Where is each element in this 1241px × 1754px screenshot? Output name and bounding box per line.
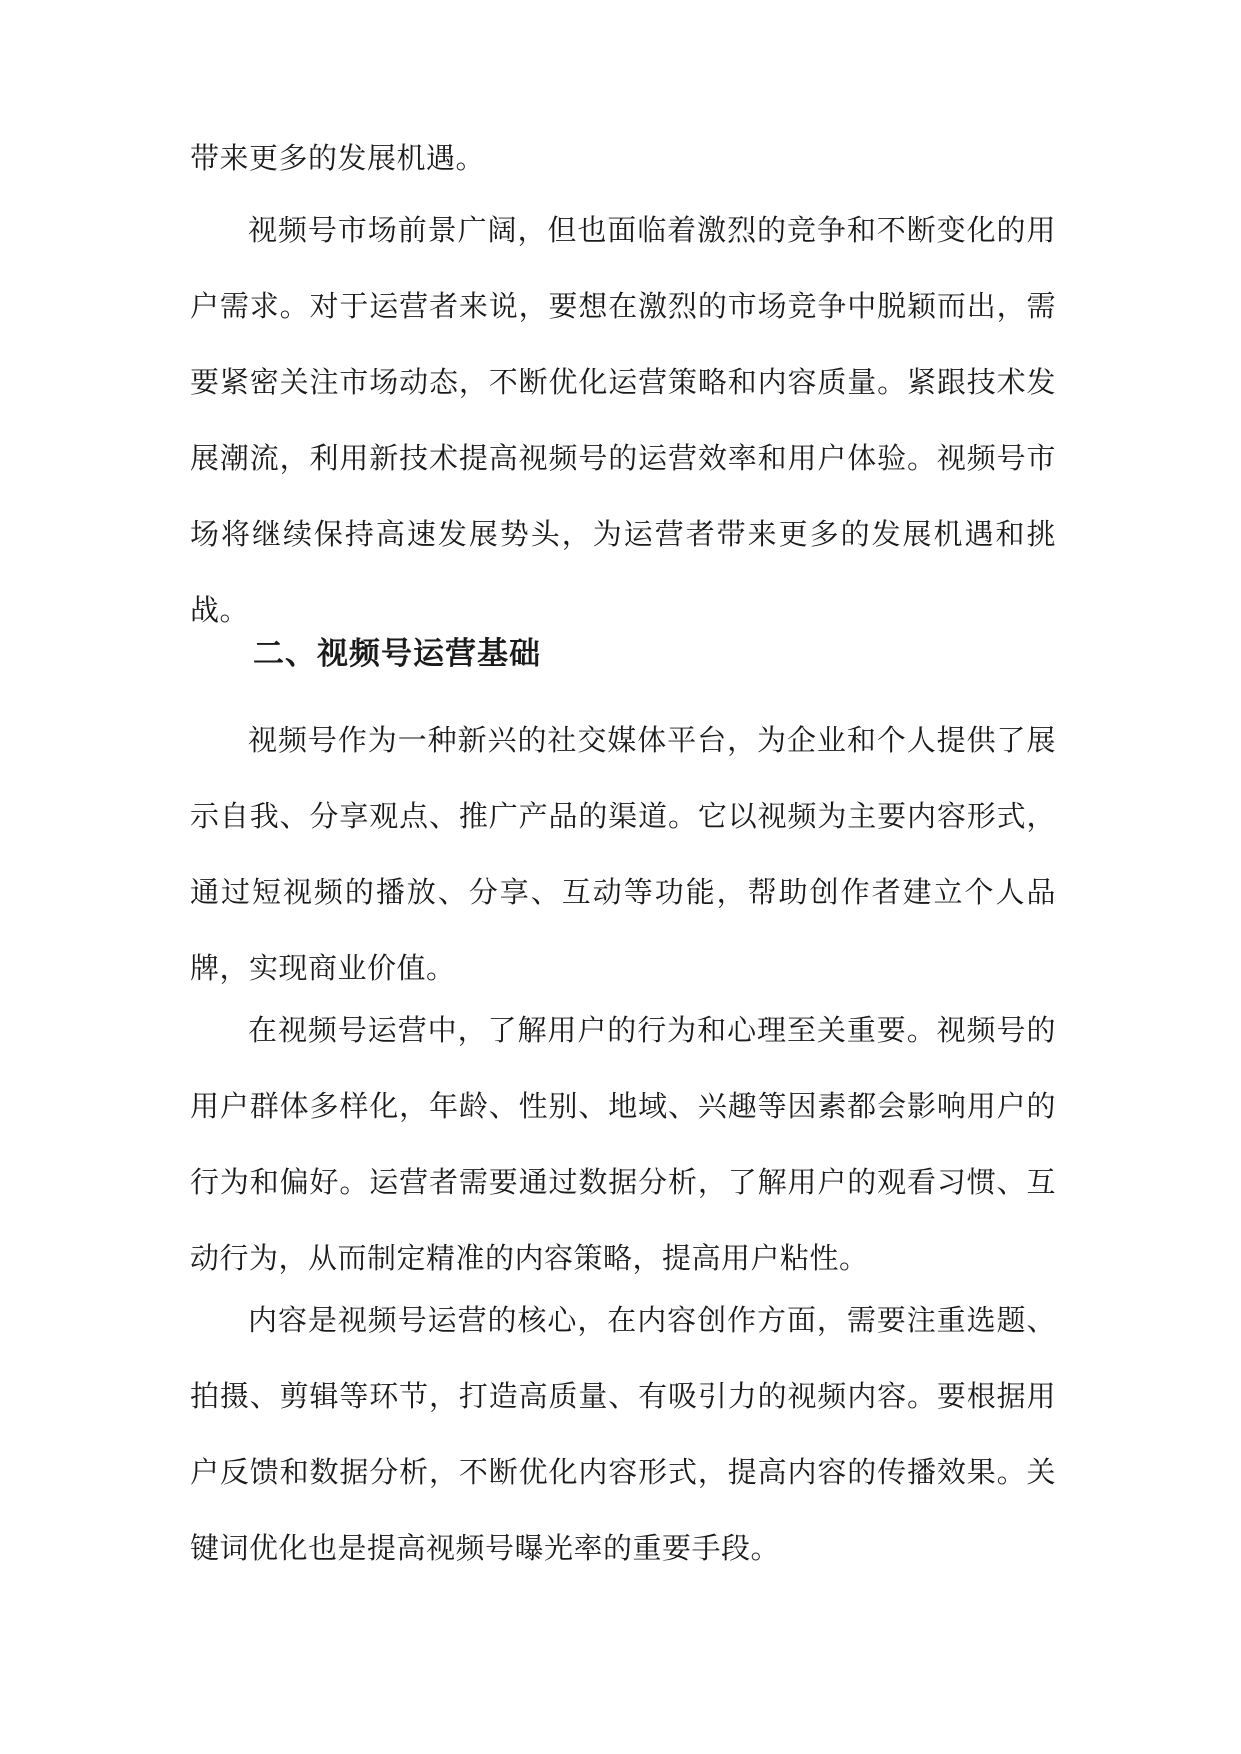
paragraph-content-core: 内容是视频号运营的核心，在内容创作方面，需要注重选题、拍摄、剪辑等环节，打造高质量、有吸引力的视频内容。要根据用户反馈和数据分析，不断优化内容形式，提高内容的传播效果。关键词优化也是提高视频号曝光率的重要手段。: [190, 1303, 1056, 1565]
section-heading: 二、视频号运营基础: [253, 636, 541, 672]
paragraph-continuation: 带来更多的发展机遇。: [190, 141, 486, 175]
paragraph-platform-intro: 视频号作为一种新兴的社交媒体平台，为企业和个人提供了展示自我、分享观点、推广产品的渠道。它以视频为主要内容形式，通过短视频的播放、分享、互动等功能，帮助创作者建立个人品牌，实现商业价值。: [190, 723, 1056, 985]
paragraph-user-behavior: 在视频号运营中，了解用户的行为和心理至关重要。视频号的用户群体多样化，年龄、性别、地域、兴趣等因素都会影响用户的行为和偏好。运营者需要通过数据分析，了解用户的观看习惯、互动行为，从而制定精准的内容策略，提高用户粘性。: [190, 1013, 1056, 1275]
paragraph-market-outlook: 视频号市场前景广阔，但也面临着激烈的竞争和不断变化的用户需求。对于运营者来说，要想在激烈的市场竞争中脱颖而出，需要紧密关注市场动态，不断优化运营策略和内容质量。紧跟技术发展潮流，利用新技术提高视频号的运营效率和用户体验。视频号市场将继续保持高速发展势头，为运营者带来更多的发展机遇和挑战。: [190, 213, 1056, 627]
